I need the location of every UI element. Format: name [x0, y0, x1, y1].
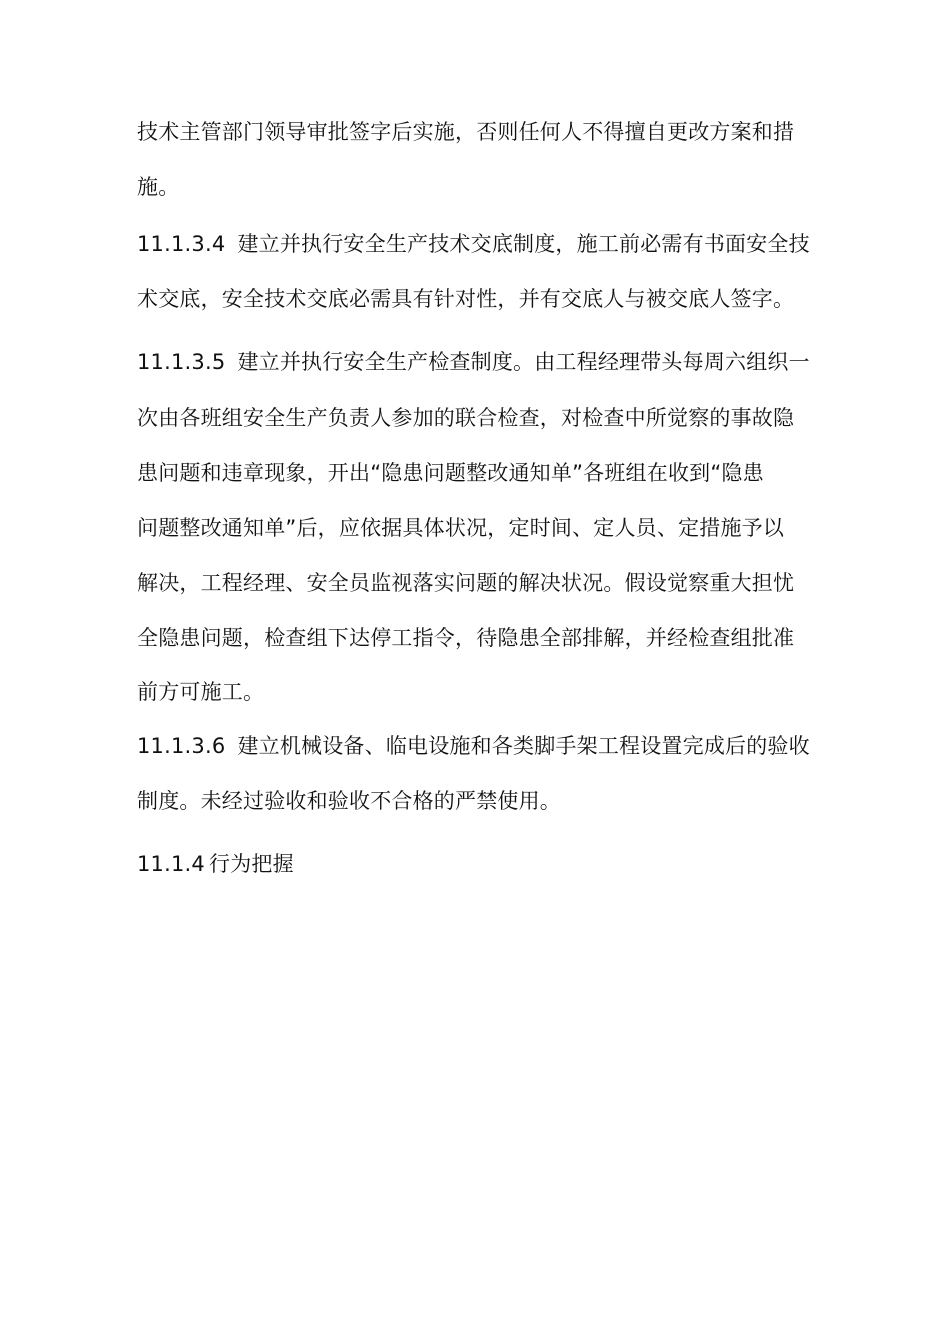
section-number-11-1-3-4: 11.1.3.4: [137, 232, 226, 256]
p3-line1: [137, 347, 810, 377]
p2-line1-text: 建立并执行安全生产技术交底制度，施工前必需有书面安全技: [237, 232, 810, 256]
p3-line5: 解决，工程经理、安全员监视落实问题的解决状况。假设觉察重大担忧: [137, 571, 795, 595]
p3-line7: 前方可施工。: [137, 680, 265, 704]
p1-line2: 施。: [137, 175, 180, 199]
p4-line1: [137, 731, 810, 761]
p3-line1-text: 建立并执行安全生产检查制度。由工程经理带头每周六组织一: [237, 350, 810, 374]
p3-line4: 问题整改通知单”后，应依据具体状况，定时间、定人员、定措施予以: [137, 516, 785, 540]
p4-line1-text: 建立机械设备、临电设施和各类脚手架工程设置完成后的验收: [237, 734, 810, 758]
p1-line1: 技术主管部门领导审批签字后实施，否则任何人不得擅自更改方案和措: [137, 120, 795, 144]
p2-line2: 术交底，安全技术交底必需具有针对性，并有交底人与被交底人签字。: [137, 287, 795, 311]
section-number-11-1-3-6: 11.1.3.6: [137, 734, 226, 758]
p3-line6: 全隐患问题，检查组下达停工指令，待隐患全部排解，并经检查组批准: [137, 626, 795, 650]
section-heading-title: 行为把握: [209, 852, 294, 876]
section-heading: [137, 849, 294, 879]
p3-line3: 患问题和违章现象，开出“隐患问题整改通知单”各班组在收到“隐患: [137, 461, 764, 485]
p3-line2: 次由各班组安全生产负责人参加的联合检查，对检查中所觉察的事故隐: [137, 406, 795, 430]
p2-line1: [137, 229, 810, 259]
p4-line2: 制度。未经过验收和验收不合格的严禁使用。: [137, 789, 561, 813]
section-number-11-1-4: 11.1.4: [137, 852, 205, 876]
section-number-11-1-3-5: 11.1.3.5: [137, 350, 226, 374]
